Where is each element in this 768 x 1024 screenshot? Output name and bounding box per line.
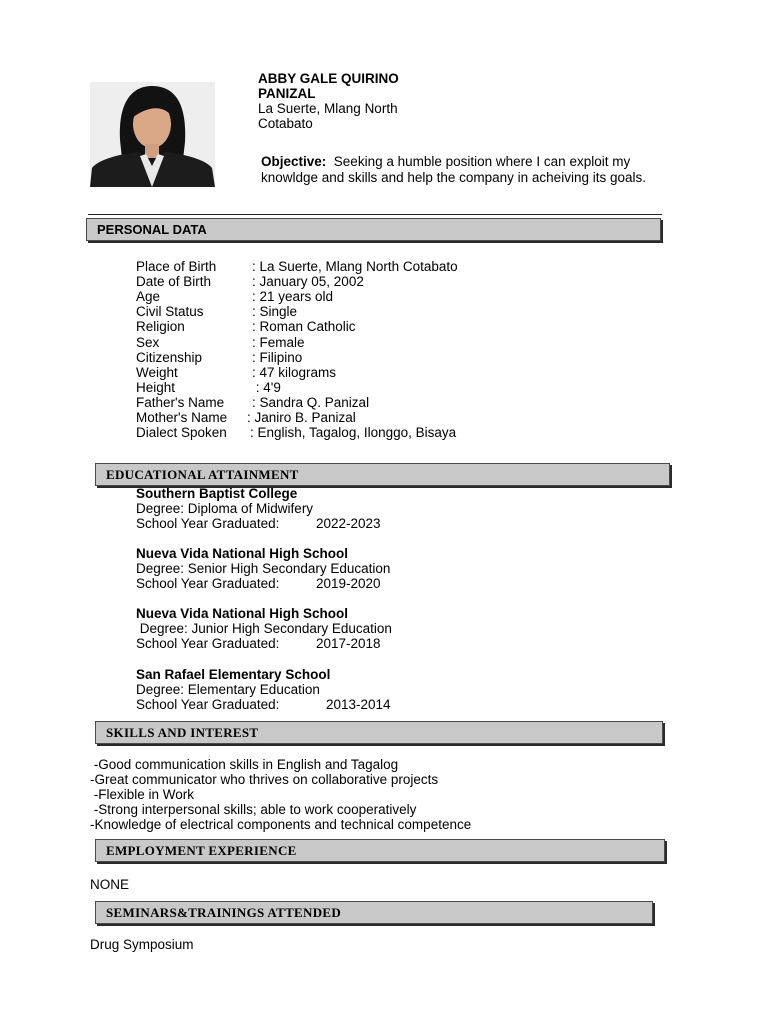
personal-data-label: Weight (136, 364, 178, 380)
personal-data-label: Civil Status (136, 304, 204, 320)
objective-label: Objective: (261, 154, 327, 169)
graduation-year: 2022-2023 (316, 516, 381, 531)
personal-data-value: : January 05, 2002 (252, 274, 364, 290)
skill-item: -Good communication skills in English and Tagalog (90, 757, 399, 772)
education-entry (136, 667, 391, 712)
header-divider (88, 214, 662, 215)
section-seminars (95, 901, 653, 924)
personal-data-value: : Janiro B. Panizal (247, 410, 356, 425)
education-entry (136, 606, 392, 651)
personal-data-label: Sex (136, 334, 160, 350)
personal-data-value: : English, Tagalog, Ilonggo, Bisaya (250, 425, 457, 441)
personal-data-value: : Roman Catholic (252, 319, 356, 335)
address-line-1: La Suerte, Mlang North (258, 101, 398, 116)
personal-data-label: Father's Name (136, 394, 225, 410)
personal-data-label: Religion (136, 319, 185, 335)
degree: Degree: Elementary Education (136, 682, 320, 697)
skill-item: -Great communicator who thrives on collaborative projects (90, 772, 439, 787)
graduation-year: 2019-2020 (316, 576, 381, 591)
skill-item: -Flexible in Work (90, 787, 195, 802)
seminars-value: Drug Symposium (90, 937, 194, 952)
section-title: PERSONAL DATA (97, 222, 207, 237)
section-title: SEMINARS&TRAININGS ATTENDED (106, 904, 342, 920)
year-label: School Year Graduated: (136, 516, 280, 531)
year-label: School Year Graduated: (136, 697, 280, 712)
personal-data-value: : Sandra Q. Panizal (252, 394, 370, 410)
address-line-2: Cotabato (258, 116, 313, 131)
personal-data-value: : Female (252, 334, 305, 350)
degree: Degree: Junior High Secondary Education (136, 621, 392, 636)
personal-data-label: Date of Birth (136, 274, 212, 290)
name-line-1: ABBY GALE QUIRINO (258, 71, 399, 86)
section-title: EDUCATIONAL ATTAINMENT (106, 466, 299, 482)
applicant-name (258, 71, 458, 101)
skill-item: -Knowledge of electrical components and technical competence (90, 817, 472, 832)
profile-photo (90, 82, 215, 187)
personal-data-label: Place of Birth (136, 259, 217, 274)
personal-data-label: Age (136, 289, 161, 305)
section-title: EMPLOYMENT EXPERIENCE (106, 842, 297, 858)
personal-data-value: : La Suerte, Mlang North Cotabato (252, 259, 458, 274)
education-entry (136, 486, 381, 531)
school-name: Southern Baptist College (136, 486, 298, 501)
degree: Degree: Diploma of Midwifery (136, 501, 314, 516)
personal-data-label: Dialect Spoken (136, 425, 227, 441)
year-label: School Year Graduated: (136, 576, 280, 591)
personal-data-value: : Single (252, 304, 298, 320)
section-employment (95, 839, 665, 862)
employment-value: NONE (90, 877, 130, 892)
personal-data-label: Height (136, 379, 176, 395)
objective (261, 154, 681, 185)
section-education (95, 463, 670, 486)
year-label: School Year Graduated: (136, 636, 280, 651)
personal-data-value: : 4'9 (252, 379, 281, 395)
name-line-2: PANIZAL (258, 86, 316, 101)
skill-item: -Strong interpersonal skills; able to work cooperatively (90, 802, 417, 817)
degree: Degree: Senior High Secondary Education (136, 561, 391, 576)
personal-data-value: : 47 kilograms (252, 364, 337, 380)
graduation-year: 2013-2014 (326, 697, 391, 712)
graduation-year: 2017-2018 (316, 636, 381, 651)
school-name: Nueva Vida National High School (136, 546, 349, 561)
school-name: Nueva Vida National High School (136, 606, 349, 621)
personal-data-value: : 21 years old (252, 289, 334, 305)
personal-data-label: Citizenship (136, 349, 203, 365)
objective-text: Seeking a humble position where I can exploit my knowldge and skills and help the company in acheiving its goals. (261, 154, 646, 185)
section-skills (95, 721, 663, 744)
section-title: SKILLS AND INTEREST (106, 724, 259, 740)
personal-data-label: Mother's Name (136, 410, 228, 425)
applicant-address (258, 101, 458, 133)
education-entry (136, 546, 390, 591)
section-personal-data (86, 218, 661, 241)
personal-data-value: : Filipino (252, 349, 303, 365)
school-name: San Rafael Elementary School (136, 667, 331, 682)
